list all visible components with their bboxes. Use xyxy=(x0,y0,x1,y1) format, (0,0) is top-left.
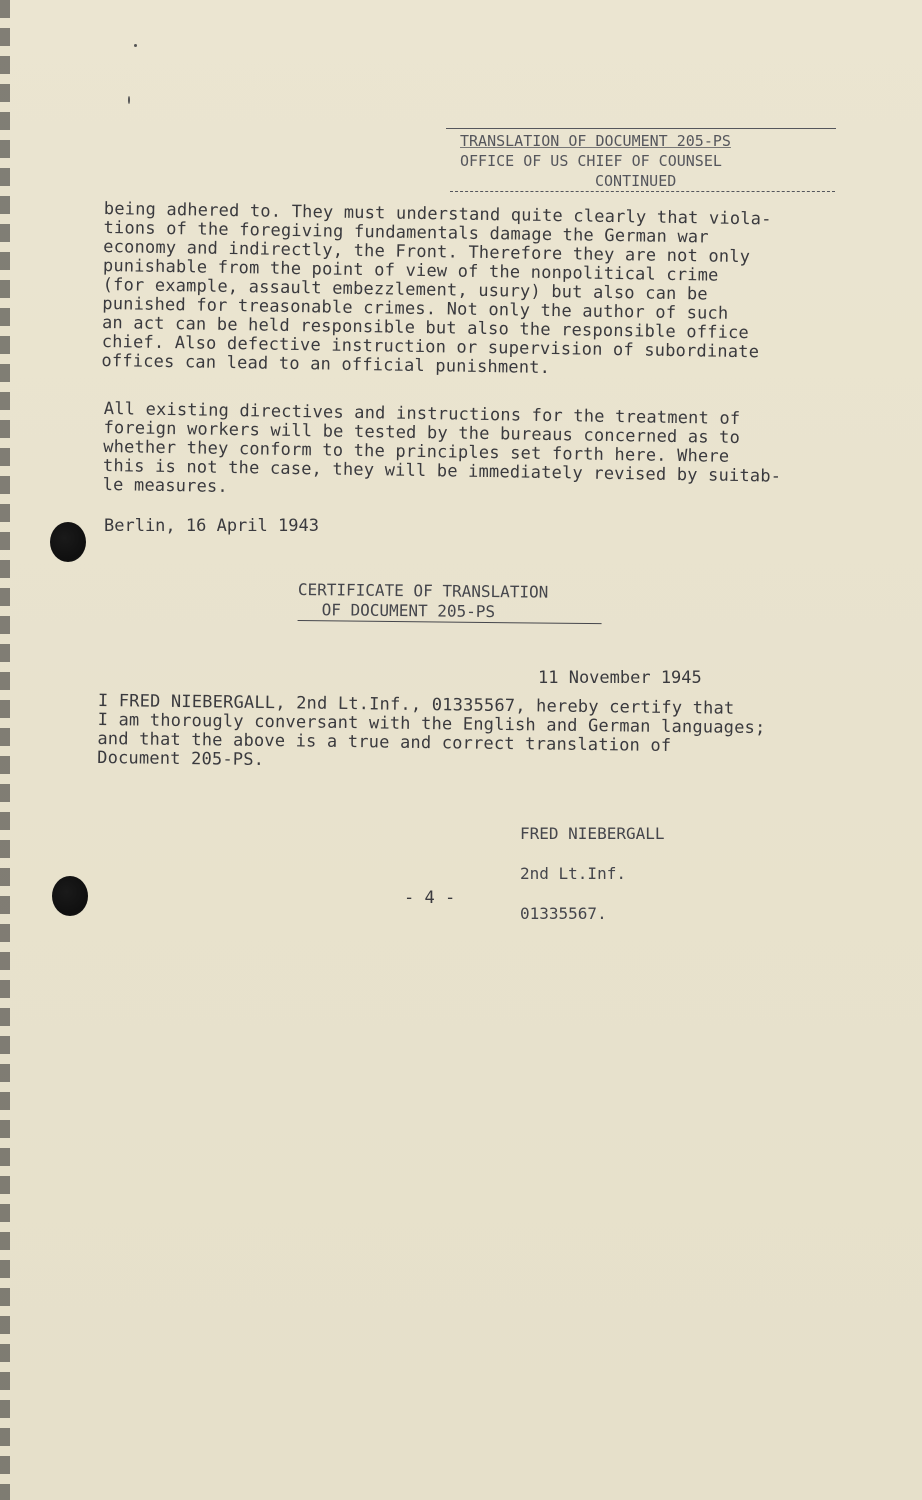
certificate-title-line-1: CERTIFICATE OF TRANSLATION xyxy=(297,580,549,602)
page-number: - 4 - xyxy=(404,888,456,908)
dateline: Berlin, 16 April 1943 xyxy=(104,516,319,536)
signature-serial: 01335567. xyxy=(520,904,607,923)
body-paragraph-2: All existing directives and instructions for the treatment of foreign workers will be tested by the bureaus concerned as to whether they conform to the principles set forth here. Where this is not the case, they will be immediately revised by suitab- le measures. xyxy=(102,399,782,497)
paper-speck xyxy=(134,44,137,47)
certificate-date: 11 November 1945 xyxy=(538,668,702,688)
punch-hole-bottom xyxy=(52,876,88,916)
header-title-text: TRANSLATION OF DOCUMENT 205-PS xyxy=(460,132,731,150)
header-continued: CONTINUED xyxy=(450,171,835,192)
certificate-text: I FRED NIEBERGALL, 2nd Lt.Inf., 01335567, hereby certify that I am thorougly conversant with the English and German languages; and that the above is a true and correct translation of Document 205-PS. xyxy=(97,691,766,771)
header-rule xyxy=(446,128,836,129)
signature-block xyxy=(520,804,665,944)
page-binding-edge xyxy=(0,0,10,1500)
signature-rank: 2nd Lt.Inf. xyxy=(520,864,626,883)
certificate-title xyxy=(298,580,618,624)
paper-speck xyxy=(128,96,130,104)
punch-hole-top xyxy=(50,522,86,562)
certificate-title-line-2: OF DOCUMENT 205-PS xyxy=(298,600,602,624)
header-title xyxy=(440,131,840,151)
signature-name: FRED NIEBERGALL xyxy=(520,824,665,843)
body-paragraph-1: being adhered to. They must understand quite clearly that viola- tions of the foregiving fundamentals damage the German war economy and indirectly, the Front. Therefore they are not only punishable from the point of view of the nonpolitical crime (for example, assault embezzlement, usury) but also can be punished for treasonable crimes. Not only the author of such an act can be held responsible but also the responsible office chief. Also defective instruction or supervision of subordinate offices can lead to an official punishment. xyxy=(101,199,772,379)
document-header xyxy=(440,128,840,192)
header-office: OFFICE OF US CHIEF OF COUNSEL xyxy=(460,152,722,170)
